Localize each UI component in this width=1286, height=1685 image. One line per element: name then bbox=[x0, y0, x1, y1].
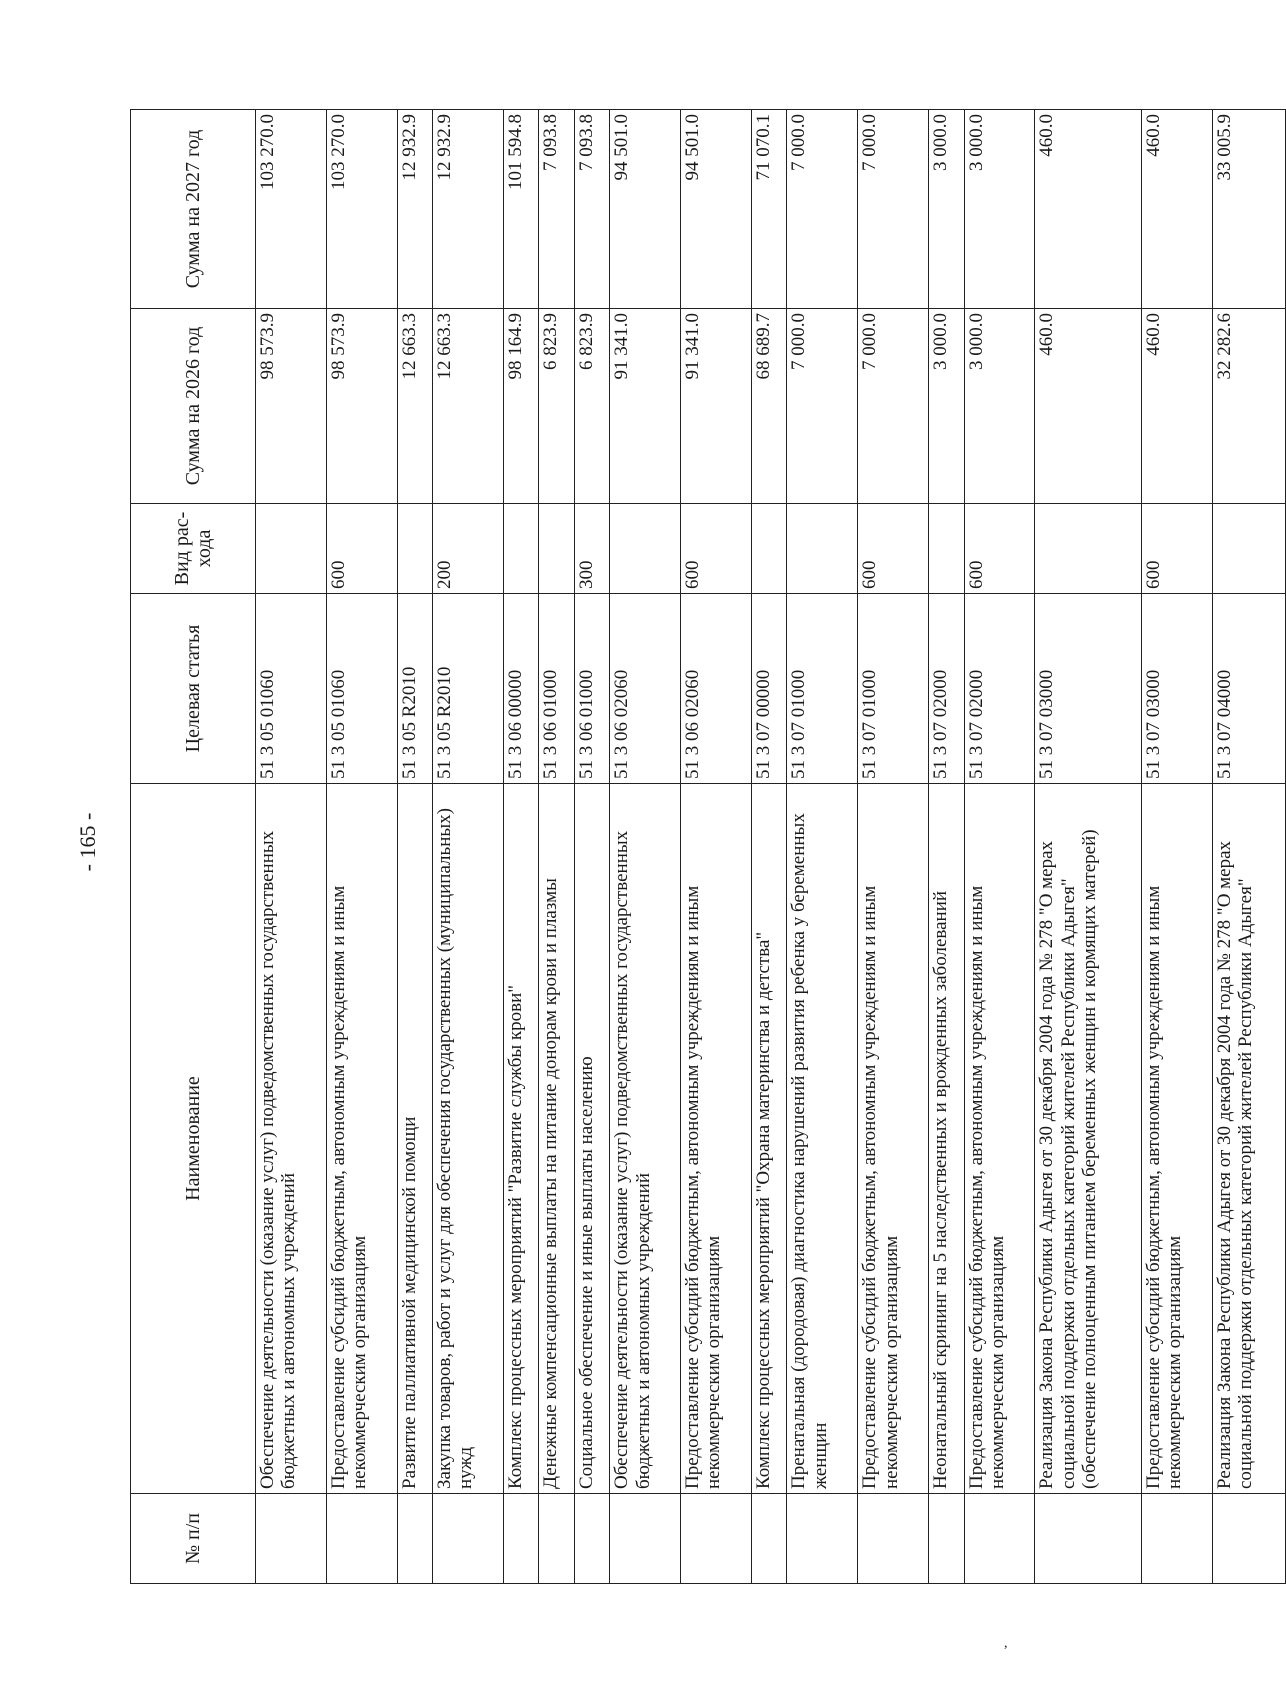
row-sum-2026: 3 000.0 bbox=[929, 309, 964, 504]
table-header-row bbox=[131, 110, 256, 1584]
row-number bbox=[1141, 1494, 1212, 1584]
row-number bbox=[504, 1494, 539, 1584]
table-row bbox=[858, 110, 929, 1584]
row-expense-type: 600 bbox=[681, 504, 752, 594]
row-number bbox=[681, 1494, 752, 1584]
row-name: Реализация Закона Республики Адыгея от 30 декабря 2004 года № 278 "О мерах социальной поддержки отдельных категорий жителей Республики Адыгея" bbox=[1212, 784, 1285, 1494]
header-name: Наименование bbox=[131, 784, 256, 1494]
table-row bbox=[504, 110, 539, 1584]
row-expense-type bbox=[751, 504, 786, 594]
row-sum-2027: 94 501.0 bbox=[610, 110, 681, 309]
row-sum-2026: 6 823.9 bbox=[539, 309, 574, 504]
row-sum-2027: 7 000.0 bbox=[787, 110, 858, 309]
budget-table bbox=[130, 109, 1286, 1584]
table-row bbox=[1212, 110, 1285, 1584]
row-name: Развитие паллиативной медицинской помощи bbox=[397, 784, 432, 1494]
table-row bbox=[1141, 110, 1212, 1584]
row-target-article: 51 3 07 00000 bbox=[751, 594, 786, 784]
row-name: Предоставление субсидий бюджетным, автономным учреждениям и иным некоммерческим организациям bbox=[1141, 784, 1212, 1494]
row-sum-2026: 12 663.3 bbox=[433, 309, 504, 504]
table-row bbox=[574, 110, 609, 1584]
row-expense-type bbox=[610, 504, 681, 594]
table-row bbox=[610, 110, 681, 1584]
row-expense-type bbox=[1212, 504, 1285, 594]
row-target-article: 51 3 07 01000 bbox=[787, 594, 858, 784]
row-number bbox=[610, 1494, 681, 1584]
row-sum-2026: 98 573.9 bbox=[256, 309, 327, 504]
row-name: Предоставление субсидий бюджетным, автономным учреждениям и иным некоммерческим организациям bbox=[681, 784, 752, 1494]
row-target-article: 51 3 07 01000 bbox=[858, 594, 929, 784]
row-sum-2027: 460.0 bbox=[1141, 110, 1212, 309]
row-number bbox=[256, 1494, 327, 1584]
row-number bbox=[929, 1494, 964, 1584]
table-row bbox=[751, 110, 786, 1584]
row-sum-2026: 7 000.0 bbox=[787, 309, 858, 504]
table-row bbox=[929, 110, 964, 1584]
scan-mark: , bbox=[1004, 1636, 1008, 1651]
row-target-article: 51 3 05 R2010 bbox=[397, 594, 432, 784]
row-sum-2027: 3 000.0 bbox=[929, 110, 964, 309]
row-expense-type bbox=[504, 504, 539, 594]
row-name: Комплекс процессных мероприятий "Развитие службы крови" bbox=[504, 784, 539, 1494]
row-target-article: 51 3 05 R2010 bbox=[433, 594, 504, 784]
row-name: Пренатальная (дородовая) диагностика нарушений развития ребенка у беременных женщин bbox=[787, 784, 858, 1494]
row-sum-2027: 101 594.8 bbox=[504, 110, 539, 309]
row-expense-type bbox=[397, 504, 432, 594]
row-sum-2027: 94 501.0 bbox=[681, 110, 752, 309]
header-sum-2026: Сумма на 2026 год bbox=[131, 309, 256, 504]
row-number bbox=[326, 1494, 397, 1584]
row-target-article: 51 3 06 02060 bbox=[610, 594, 681, 784]
row-sum-2026: 460.0 bbox=[1141, 309, 1212, 504]
row-sum-2027: 71 070.1 bbox=[751, 110, 786, 309]
table-row bbox=[397, 110, 432, 1584]
row-target-article: 51 3 06 00000 bbox=[504, 594, 539, 784]
row-expense-type: 300 bbox=[574, 504, 609, 594]
row-name: Предоставление субсидий бюджетным, автономным учреждениям и иным некоммерческим организациям bbox=[858, 784, 929, 1494]
row-expense-type: 200 bbox=[433, 504, 504, 594]
row-expense-type bbox=[929, 504, 964, 594]
row-number bbox=[858, 1494, 929, 1584]
row-number bbox=[751, 1494, 786, 1584]
row-sum-2027: 7 000.0 bbox=[858, 110, 929, 309]
row-expense-type bbox=[539, 504, 574, 594]
row-sum-2026: 91 341.0 bbox=[610, 309, 681, 504]
row-sum-2027: 33 005.9 bbox=[1212, 110, 1285, 309]
row-sum-2026: 98 164.9 bbox=[504, 309, 539, 504]
row-number bbox=[787, 1494, 858, 1584]
table-row bbox=[1035, 110, 1141, 1584]
row-sum-2026: 68 689.7 bbox=[751, 309, 786, 504]
row-name: Социальное обеспечение и иные выплаты населению bbox=[574, 784, 609, 1494]
row-name: Обеспечение деятельности (оказание услуг) подведомственных государственных бюджетных и автономных учреждений bbox=[610, 784, 681, 1494]
row-sum-2026: 460.0 bbox=[1035, 309, 1141, 504]
row-number bbox=[433, 1494, 504, 1584]
row-target-article: 51 3 05 01060 bbox=[326, 594, 397, 784]
row-expense-type: 600 bbox=[964, 504, 1035, 594]
rotated-table-frame bbox=[130, 110, 1286, 1584]
table-row bbox=[433, 110, 504, 1584]
row-name: Неонатальный скрининг на 5 наследственных и врожденных заболеваний bbox=[929, 784, 964, 1494]
table-row bbox=[326, 110, 397, 1584]
row-sum-2027: 7 093.8 bbox=[539, 110, 574, 309]
row-target-article: 51 3 07 04000 bbox=[1212, 594, 1285, 784]
row-target-article: 51 3 07 02000 bbox=[964, 594, 1035, 784]
row-name: Обеспечение деятельности (оказание услуг) подведомственных государственных бюджетных и автономных учреждений bbox=[256, 784, 327, 1494]
row-name: Денежные компенсационные выплаты на питание донорам крови и плазмы bbox=[539, 784, 574, 1494]
row-sum-2026: 6 823.9 bbox=[574, 309, 609, 504]
row-number bbox=[574, 1494, 609, 1584]
row-number bbox=[1035, 1494, 1141, 1584]
row-expense-type bbox=[256, 504, 327, 594]
header-expense-type: Вид рас-хода bbox=[131, 504, 256, 594]
row-sum-2026: 98 573.9 bbox=[326, 309, 397, 504]
table-row bbox=[964, 110, 1035, 1584]
table-row bbox=[539, 110, 574, 1584]
row-sum-2026: 91 341.0 bbox=[681, 309, 752, 504]
row-name: Реализация Закона Республики Адыгея от 30 декабря 2004 года № 278 "О мерах социальной поддержки отдельных категорий жителей Республики Адыгея" (обеспечение полноценным питанием беременных женщин и кормящих матерей) bbox=[1035, 784, 1141, 1494]
row-sum-2027: 103 270.0 bbox=[256, 110, 327, 309]
row-sum-2026: 7 000.0 bbox=[858, 309, 929, 504]
row-target-article: 51 3 06 01000 bbox=[574, 594, 609, 784]
row-expense-type: 600 bbox=[1141, 504, 1212, 594]
table-row bbox=[787, 110, 858, 1584]
row-sum-2027: 460.0 bbox=[1035, 110, 1141, 309]
row-expense-type bbox=[1035, 504, 1141, 594]
row-number bbox=[964, 1494, 1035, 1584]
row-sum-2027: 3 000.0 bbox=[964, 110, 1035, 309]
row-number bbox=[1212, 1494, 1285, 1584]
header-target-article: Целевая статья bbox=[131, 594, 256, 784]
row-number bbox=[397, 1494, 432, 1584]
row-expense-type: 600 bbox=[326, 504, 397, 594]
row-sum-2027: 103 270.0 bbox=[326, 110, 397, 309]
row-expense-type bbox=[787, 504, 858, 594]
row-target-article: 51 3 06 02060 bbox=[681, 594, 752, 784]
row-sum-2027: 7 093.8 bbox=[574, 110, 609, 309]
row-name: Предоставление субсидий бюджетным, автономным учреждениям и иным некоммерческим организациям bbox=[964, 784, 1035, 1494]
row-expense-type: 600 bbox=[858, 504, 929, 594]
table-row bbox=[681, 110, 752, 1584]
row-name: Закупка товаров, работ и услуг для обеспечения государственных (муниципальных) нужд bbox=[433, 784, 504, 1494]
table-row bbox=[256, 110, 327, 1584]
row-target-article: 51 3 06 01000 bbox=[539, 594, 574, 784]
row-sum-2026: 3 000.0 bbox=[964, 309, 1035, 504]
row-name: Комплекс процессных мероприятий "Охрана материнства и детства" bbox=[751, 784, 786, 1494]
page-number: - 165 - bbox=[75, 812, 100, 872]
row-sum-2027: 12 932.9 bbox=[397, 110, 432, 309]
row-sum-2027: 12 932.9 bbox=[433, 110, 504, 309]
row-target-article: 51 3 07 02000 bbox=[929, 594, 964, 784]
row-sum-2026: 32 282.6 bbox=[1212, 309, 1285, 504]
row-target-article: 51 3 07 03000 bbox=[1141, 594, 1212, 784]
row-sum-2026: 12 663.3 bbox=[397, 309, 432, 504]
row-target-article: 51 3 07 03000 bbox=[1035, 594, 1141, 784]
header-number: № п/п bbox=[131, 1494, 256, 1584]
header-sum-2027: Сумма на 2027 год bbox=[131, 110, 256, 309]
row-number bbox=[539, 1494, 574, 1584]
row-name: Предоставление субсидий бюджетным, автономным учреждениям и иным некоммерческим организациям bbox=[326, 784, 397, 1494]
row-target-article: 51 3 05 01060 bbox=[256, 594, 327, 784]
